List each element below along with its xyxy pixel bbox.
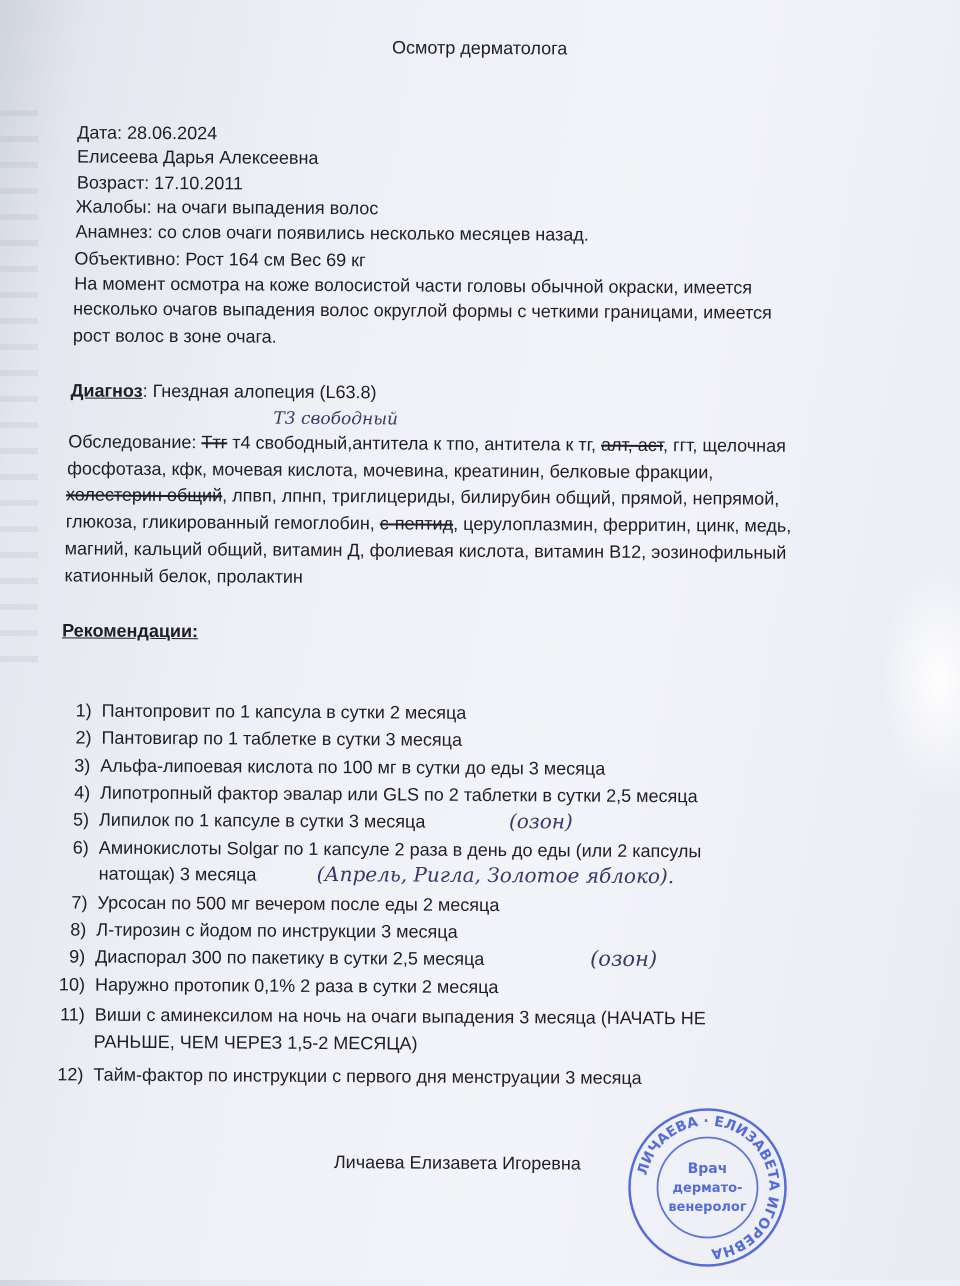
complaints: Жалобы: на очаги выпадения волос bbox=[76, 195, 379, 219]
objective-measurements: Объективно: Рост 164 см Вес 69 кг bbox=[74, 247, 365, 271]
tests-line-2: фосфотаза, кфк, мочевая кислота, мочевина, креатинин, белковые фракции, bbox=[67, 457, 713, 483]
doctor-stamp bbox=[625, 1105, 790, 1270]
rec-text: натощак) 3 месяца bbox=[99, 864, 257, 885]
document-title: Осмотр дерматолога bbox=[0, 35, 960, 62]
exam-line-1: На момент осмотра на коже волосистой части головы обычной окраски, имеется bbox=[74, 272, 752, 298]
rec-item bbox=[51, 945, 484, 970]
rec-number: 7) bbox=[53, 891, 87, 913]
rec-text: Диаспорал 300 по пакетику в сутки 2,5 месяца bbox=[95, 947, 484, 969]
rec-text: Липотропный фактор эвалар или GLS по 2 таблетки в сутки 2,5 месяца bbox=[100, 783, 698, 807]
rec-number: 12) bbox=[49, 1063, 83, 1085]
rec-number: 9) bbox=[51, 945, 85, 967]
rec-item bbox=[56, 754, 605, 779]
rec-text: Виши с аминексилом на ночь на очаги выпадения 3 месяца (НАЧАТЬ НЕ bbox=[95, 1005, 706, 1029]
rec-number: 10) bbox=[51, 973, 85, 995]
rec-item bbox=[51, 1003, 706, 1029]
rec-item bbox=[51, 973, 499, 998]
struck-test: Ттг bbox=[201, 432, 227, 452]
rec-number: 1) bbox=[58, 699, 92, 721]
rec-text: Урсосан по 500 мг вечером после еды 2 месяца bbox=[97, 893, 499, 915]
tests-text: , церулоплазмин, ферритин, цинк, медь, bbox=[453, 514, 791, 536]
stamp-line-1: Врач bbox=[688, 1161, 728, 1177]
tests-text: глюкоза, гликированный гемоглобин, bbox=[66, 511, 380, 533]
handwritten-note-pharmacies: (Апрель, Ригла, Золотое яблоко). bbox=[317, 862, 675, 888]
tests-text: т4 свободный,антитела к тпо, антитела к тг, bbox=[227, 432, 601, 454]
rec-item-continuation bbox=[55, 862, 257, 885]
rec-item bbox=[53, 891, 499, 916]
rec-text: Наружно протопик 0,1% 2 раза в сутки 2 месяца bbox=[95, 975, 499, 997]
tests-line-3 bbox=[66, 483, 779, 509]
patient-birthdate: Возраст: 17.10.2011 bbox=[77, 171, 243, 194]
tests-line-6: катионный белок, пролактин bbox=[64, 564, 303, 587]
rec-item bbox=[49, 1063, 641, 1089]
exam-line-2: несколько очагов выпадения волос округлой формы с четкими границами, имеется bbox=[73, 297, 772, 323]
doctor-signature-name: Личаева Елизавета Игоревна bbox=[334, 1151, 581, 1175]
tests-line-5: магний, кальций общий, витамин Д, фолиевая кислота, витамин В12, эозинофильный bbox=[65, 537, 787, 563]
tests-text: , ггт, щелочная bbox=[663, 435, 786, 456]
exam-line-3: рост волос в зоне очага. bbox=[73, 324, 277, 347]
rec-item bbox=[56, 781, 698, 807]
diagnosis-text: : Гнездная алопеция (L63.8) bbox=[143, 381, 377, 402]
diagnosis bbox=[71, 379, 377, 403]
rec-item bbox=[55, 808, 426, 832]
rec-item-continuation bbox=[50, 1030, 418, 1054]
patient-name: Елисеева Дарья Алексеевна bbox=[77, 145, 319, 168]
rec-number: 2) bbox=[57, 726, 91, 748]
rec-number: 5) bbox=[55, 808, 89, 830]
rec-number: 11) bbox=[51, 1003, 85, 1025]
rec-text: Л-тирозин с йодом по инструкции 3 месяца bbox=[96, 920, 457, 942]
rec-item bbox=[55, 836, 702, 862]
visit-date: Дата: 28.06.2024 bbox=[77, 121, 217, 144]
rec-item bbox=[58, 699, 467, 723]
rec-number: 6) bbox=[55, 836, 89, 858]
handwritten-t3-note: Т3 свободный bbox=[273, 409, 398, 430]
anamnesis: Анамнез: со слов очаги появились несколько месяцев назад. bbox=[76, 220, 589, 245]
stamp-line-3: венеролог bbox=[668, 1200, 747, 1215]
tests-text: , лпвп, лпнп, триглицериды, билирубин общий, прямой, непрямой, bbox=[222, 485, 779, 508]
rec-number: 8) bbox=[52, 918, 86, 940]
rec-number: 3) bbox=[56, 754, 90, 776]
rec-item bbox=[52, 918, 457, 942]
tests-label: Обследование: bbox=[68, 431, 201, 452]
rec-text: Тайм-фактор по инструкции с первого дня менструации 3 месяца bbox=[93, 1065, 641, 1088]
rec-text: Альфа-липоевая кислота по 100 мг в сутки до еды 3 месяца bbox=[100, 756, 605, 779]
rec-text: Пантовигар по 1 таблетке в сутки 3 месяца bbox=[101, 728, 462, 750]
tests-line-4 bbox=[66, 510, 792, 536]
handwritten-note-ozon: (озон) bbox=[509, 809, 573, 833]
diagnosis-label: Диагноз bbox=[71, 380, 143, 400]
handwritten-note-ozon: (озон) bbox=[590, 947, 657, 971]
struck-test: холестерин общий bbox=[66, 484, 222, 505]
rec-number: 4) bbox=[56, 781, 90, 803]
stamp-line-2: дермато- bbox=[673, 1181, 743, 1196]
rec-text: Пантопровит по 1 капсула в сутки 2 месяца bbox=[102, 701, 467, 723]
rec-text: Липилок по 1 капсуле в сутки 3 месяца bbox=[99, 810, 426, 832]
recommendations-label: Рекомендации: bbox=[62, 619, 198, 642]
stamp-outer-text: ЛИЧАЕВА · ЕЛИЗАВЕТА ИГОРЕВНА bbox=[635, 1113, 782, 1261]
rec-item bbox=[57, 726, 462, 750]
tests-line-1 bbox=[68, 430, 786, 456]
rec-text: Аминокислоты Solgar по 1 капсуле 2 раза в день до еды (или 2 капсулы bbox=[99, 838, 702, 862]
rec-text: РАНЬШЕ, ЧЕМ ЧЕРЕЗ 1,5-2 МЕСЯЦА) bbox=[94, 1032, 418, 1054]
struck-test: алт, аст bbox=[601, 435, 663, 455]
struck-test: с-пептид bbox=[380, 513, 453, 533]
